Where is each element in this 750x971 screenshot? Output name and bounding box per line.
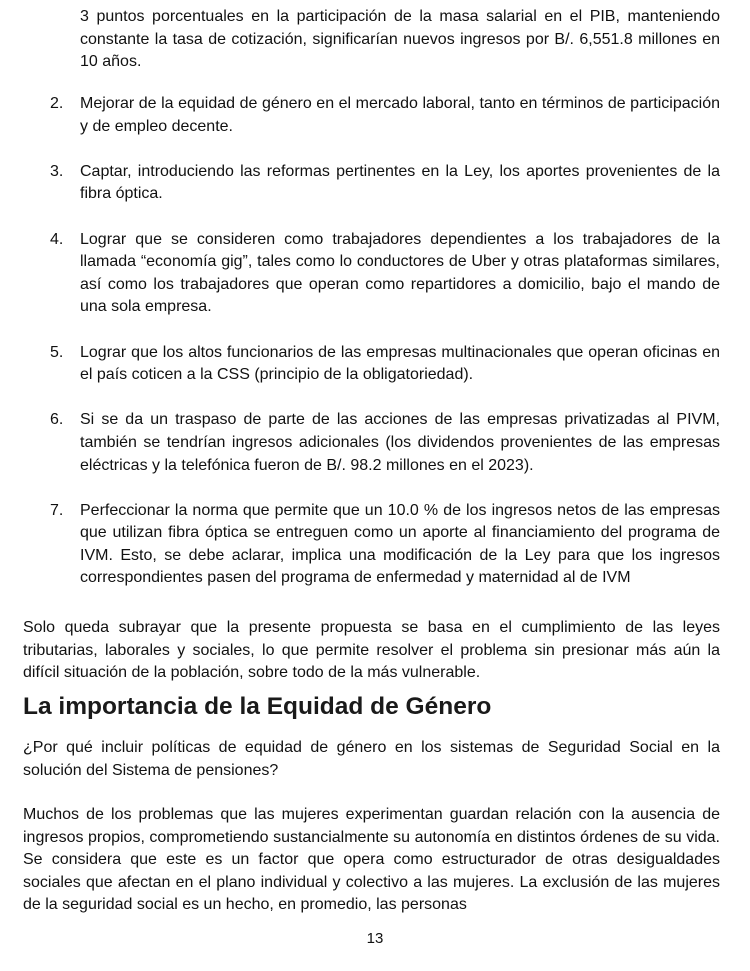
list-item-number: 3. — [50, 162, 64, 180]
list-item — [0, 93, 720, 138]
page-number: 13 — [366, 930, 384, 947]
list-item-text: Lograr que se consideren como trabajadores dependientes a los trabajadores de la llamada “economía gig”, tales como lo conductores de Uber y otras plataformas similares, así como los trabajadores que operan como repartidores a domicilio, bajo el mando de una sola empresa. — [80, 230, 720, 316]
list-item — [0, 342, 720, 387]
list-item-text: Si se da un traspaso de parte de las acciones de las empresas privatizadas al PIVM, también se tendrían ingresos adicionales (los dividendos provenientes de las empresas eléctricas y la telefónica fueron de B/. 98.2 millones en el 2023). — [80, 411, 720, 474]
list-item — [0, 229, 720, 319]
section-heading: La importancia de la Equidad de Género — [23, 693, 492, 720]
list-item-number: 2. — [50, 95, 64, 112]
list-item-number: 6. — [50, 411, 64, 429]
numbered-list — [0, 93, 750, 590]
summary-paragraph: Solo queda subrayar que la presente propuesta se basa en el cumplimiento de las leyes tributarias, laborales y sociales, lo que permite resolver el problema sin presionar más aún la difícil situación de la población, sobre todo de la más vulnerable. — [23, 619, 720, 682]
list-item-number: 5. — [50, 343, 64, 361]
list-item-text: Perfeccionar la norma que permite que un 10.0 % de los ingresos netos de las empresas que utilizan fibra óptica se entreguen como un aporte al financiamiento del programa de IVM. Esto, se debe aclarar, implica una modificación de la Ley para que los ingresos correspondientes pasen del programa de enfermedad y maternidad al de IVM — [80, 501, 720, 587]
list-item — [0, 161, 720, 206]
list-item — [0, 409, 720, 477]
list-item-text: Captar, introduciendo las reformas pertinentes en la Ley, los aportes provenientes de la fibra óptica. — [80, 162, 720, 203]
list-item-number: 4. — [50, 230, 64, 248]
list-item-1-continuation: 3 puntos porcentuales en la participación de la masa salarial en el PIB, manteniendo constante la tasa de cotización, significarían nuevos ingresos por B/. 6,551.8 millones en 10 años. — [80, 8, 720, 71]
list-item-text: Mejorar de la equidad de género en el mercado laboral, tanto en términos de participación y de empleo decente. — [80, 95, 720, 135]
list-item — [0, 500, 720, 590]
list-item-text: Lograr que los altos funcionarios de las empresas multinacionales que operan oficinas en el país coticen a la CSS (principio de la obligatoriedad). — [80, 343, 720, 384]
list-item-number: 7. — [50, 501, 64, 519]
body-paragraph: Muchos de los problemas que las mujeres experimentan guardan relación con la ausencia de ingresos propios, comprometiendo sustancialmente su autonomía en distintos órdenes de su vida. Se considera que este es un factor que opera como estructurador de otras desigualdades sociales que afectan en el plano individual y colectivo a las mujeres. La exclusión de las mujeres de la seguridad social es un hecho, en promedio, las personas — [23, 806, 720, 914]
question-paragraph: ¿Por qué incluir políticas de equidad de género en los sistemas de Seguridad Social en la solución del Sistema de pensiones? — [23, 739, 720, 779]
